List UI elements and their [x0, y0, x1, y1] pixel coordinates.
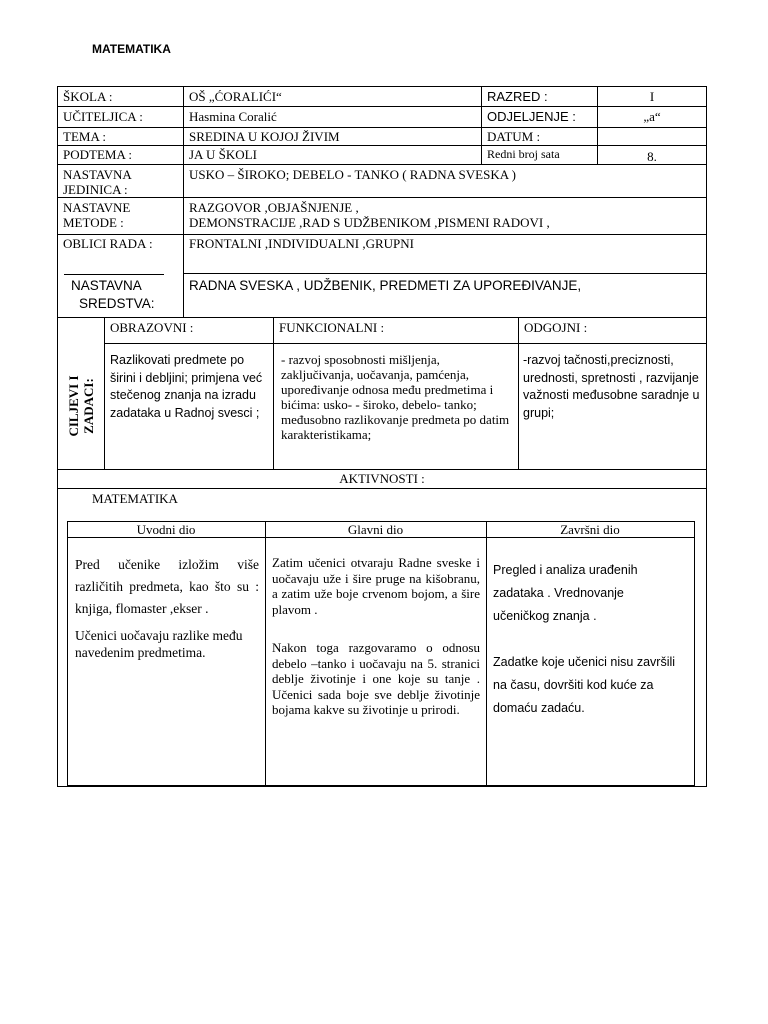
odgojni-text: -razvoj tačnosti,preciznosti, urednosti, spretnosti , razvijanje važnosti međusobne saradnje u grupi; — [523, 353, 700, 420]
table-border — [57, 469, 707, 470]
odjeljenje-label: ODJELJENJE : — [487, 109, 576, 124]
aktivnosti-label: AKTIVNOSTI : — [339, 471, 425, 486]
uciteljica-value: Hasmina Coralić — [189, 109, 277, 124]
uvodni-header: Uvodni dio — [136, 522, 196, 537]
zavrsni-text-2: Zadatke koje učenici nisu završili na času, dovršiti kod kuće za domaću zadaću. — [493, 655, 676, 715]
table-border — [57, 197, 707, 198]
zavrsni-header: Završni dio — [560, 522, 620, 537]
razred-value: I — [649, 89, 655, 104]
sredstva-label-2: SREDSTVA: — [79, 296, 155, 311]
oblici-value: FRONTALNI ,INDIVIDUALNI ,GRUPNI — [189, 236, 414, 251]
glavni-header: Glavni dio — [347, 522, 404, 537]
ciljevi-label-line2: ZADACI: — [81, 378, 96, 434]
table-border — [57, 234, 707, 235]
activity-table-border — [67, 785, 695, 786]
uvodni-text-2: Učenici uočavaju razlike među navedenim predmetima. — [75, 628, 243, 660]
funkcionalni-label: FUNKCIONALNI : — [279, 320, 385, 335]
table-border — [706, 86, 707, 787]
table-border — [183, 273, 707, 274]
uciteljica-label: UČITELJICA : — [63, 109, 143, 124]
table-border — [273, 317, 274, 470]
razred-label: RAZRED : — [487, 89, 548, 104]
redni-broj-value: 8. — [647, 149, 657, 164]
activity-table-border — [486, 521, 487, 786]
table-border — [57, 164, 707, 165]
tema-value: SREDINA U KOJOJ ŽIVIM — [189, 129, 340, 144]
table-border — [57, 488, 707, 489]
sredstva-label: NASTAVNA — [71, 278, 142, 293]
metode-label-2: METODE : — [63, 215, 124, 230]
glavni-text-2: Nakon toga razgovaramo o odnosu debelo –tanko i uočavaju na 5. stranici deblje životinje i one koje su tanje . Učenici sada boje sve deblje životinje bojama kakve su životinje u prirodi. — [272, 640, 480, 717]
metode-label: NASTAVNE — [63, 200, 131, 215]
table-border — [518, 317, 519, 470]
table-border — [64, 274, 164, 275]
table-border — [57, 86, 707, 87]
metode-value: RAZGOVOR ,OBJAŠNJENJE , — [189, 200, 359, 215]
table-border — [481, 86, 482, 165]
activity-table-border — [67, 521, 68, 786]
table-border — [57, 145, 707, 146]
table-border — [104, 317, 105, 470]
odjeljenje-value: „a“ — [643, 109, 661, 124]
metode-value-2: DEMONSTRACIJE ,RAD S UDŽBENIKOM ,PISMENI RADOVI , — [189, 215, 550, 230]
table-border — [57, 106, 707, 107]
podtema-label: PODTEMA : — [63, 147, 132, 162]
table-border — [183, 86, 184, 318]
activity-table-border — [694, 521, 695, 786]
funkcionalni-text: - razvoj sposobnosti mišljenja, zaključivanja, uočavanja, pamćenja, upoređivanje odnosa među predmetima i bićima: usko- - široko, debelo- tanko; međusobno razlikovanje predmeta po datim karakteristikama; — [281, 352, 510, 442]
document-title: MATEMATIKA — [92, 42, 171, 56]
datum-label: DATUM : — [487, 129, 541, 144]
tema-label: TEMA : — [63, 129, 106, 144]
redni-broj-label: Redni broj sata — [487, 147, 560, 161]
skola-value: OŠ „ĆORALIĆI“ — [189, 89, 282, 104]
obrazovni-label: OBRAZOVNI : — [110, 320, 194, 335]
aktivnosti-subject: MATEMATIKA — [92, 491, 178, 506]
jedinica-value: USKO – ŠIROKO; DEBELO - TANKO ( RADNA SVESKA ) — [189, 167, 516, 182]
table-border — [57, 127, 707, 128]
activity-table-border — [67, 537, 695, 538]
ciljevi-side-label — [58, 344, 104, 469]
zavrsni-text-1: Pregled i analiza urađenih zadataka . Vrednovanje učeničkog znanja . — [493, 563, 638, 623]
glavni-text-1: Zatim učenici otvaraju Radne sveske i uočavaju uže i šire pruge na kišobranu, a zatim uže boje crvenom bojom, a šire plavom . — [272, 555, 480, 617]
oblici-label: OBLICI RADA : — [63, 236, 153, 251]
activity-table-border — [265, 521, 266, 786]
sredstva-value: RADNA SVESKA , UDŽBENIK, PREDMETI ZA UPOREĐIVANJE, — [189, 278, 582, 293]
podtema-value: JA U ŠKOLI — [189, 147, 257, 162]
skola-label: ŠKOLA : — [63, 89, 113, 104]
obrazovni-text: Razlikovati predmete po širini i debljini; primjena već stečenog znanja na izradu zadataka u Radnoj svesci ; — [110, 353, 263, 420]
jedinica-label: NASTAVNA — [63, 167, 132, 182]
ciljevi-label-line1: CILJEVI I — [66, 375, 81, 437]
table-border — [57, 786, 707, 787]
jedinica-label-2: JEDINICA : — [63, 182, 128, 197]
table-border — [57, 317, 707, 318]
uvodni-text-1: Pred učenike izložim više različitih predmeta, kao što su : knjiga, flomaster ,ekser . — [75, 557, 259, 616]
table-border — [104, 343, 707, 344]
odgojni-label: ODGOJNI : — [524, 320, 588, 335]
